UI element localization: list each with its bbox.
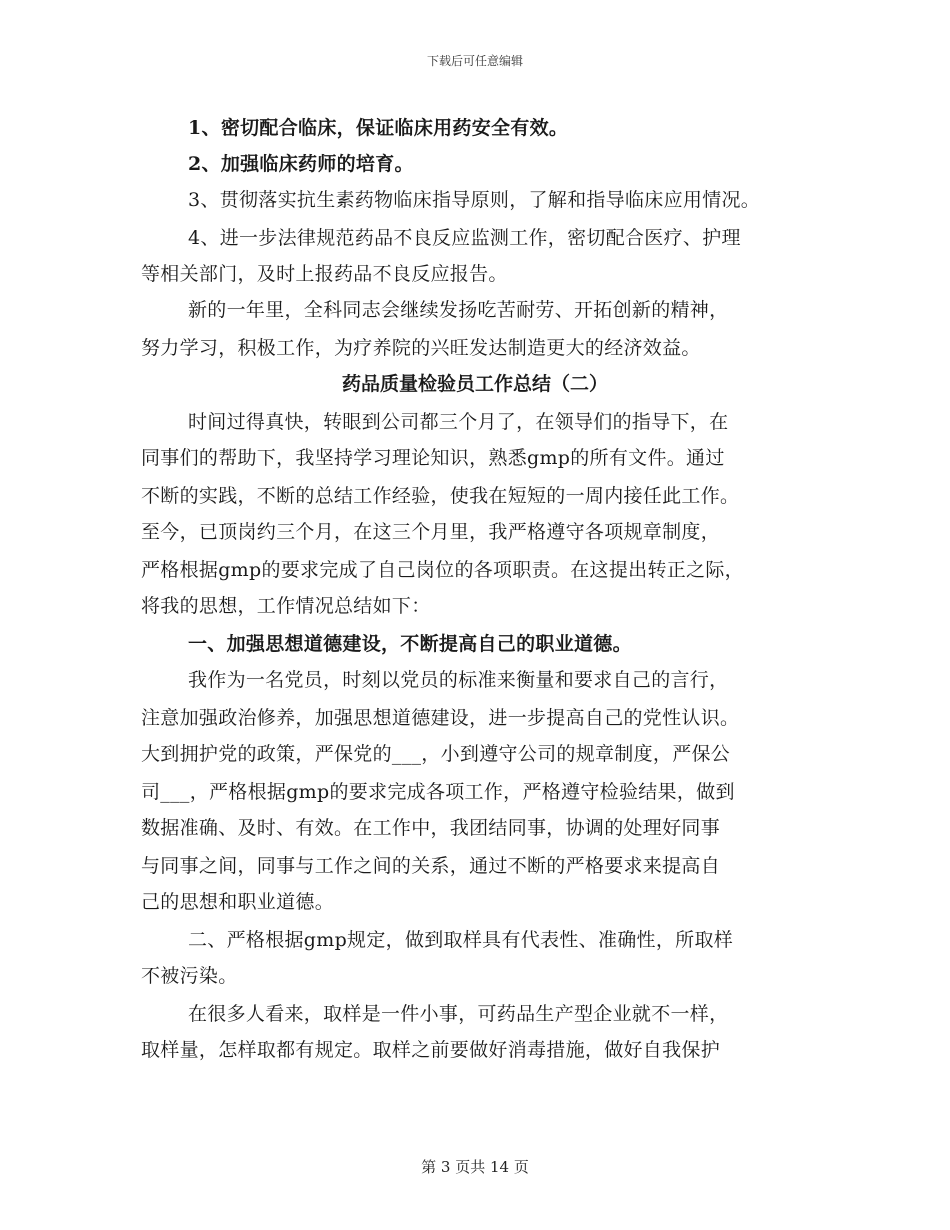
paragraph-line: 大到拥护党的政策，严保党的___，小到遵守公司的规章制度，严保公 [141, 743, 731, 765]
subsection-heading-1: 一、加强思想道德建设，不断提高自己的职业道德。 [188, 633, 632, 655]
paragraph-line: 同事们的帮助下，我坚持学习理论知识，熟悉gmp的所有文件。通过 [141, 447, 725, 469]
paragraph-line: 与同事之间，同事与工作之间的关系，通过不断的严格要求来提高自 [141, 855, 721, 877]
paragraph-line: 在很多人看来，取样是一件小事，可药品生产型企业就不一样， [188, 1003, 729, 1025]
page-header-note: 下载后可任意编辑 [426, 54, 523, 68]
paragraph-line: 取样量，怎样取都有规定。取样之前要做好消毒措施，做好自我保护 [141, 1039, 721, 1061]
paragraph-line: 至今，已顶岗约三个月，在这三个月里，我严格遵守各项规章制度， [141, 521, 721, 543]
section-title: 药品质量检验员工作总结（二） [341, 373, 608, 395]
list-item-3: 3、贯彻落实抗生素药物临床指导原则，了解和指导临床应用情况。 [188, 189, 761, 211]
paragraph-line: 注意加强政治修养，加强思想道德建设，进一步提高自己的党性认识。 [141, 707, 740, 729]
paragraph-line: 己的思想和职业道德。 [141, 891, 335, 913]
list-item-2: 2、加强临床药师的培育。 [188, 153, 414, 175]
paragraph-line: 新的一年里，全科同志会继续发扬吃苦耐劳、开拓创新的精神， [188, 299, 729, 321]
paragraph-line: 严格根据gmp的要求完成了自己岗位的各项职责。在这提出转正之际， [141, 559, 744, 581]
paragraph-line: 我作为一名党员，时刻以党员的标准来衡量和要求自己的言行， [188, 669, 729, 691]
list-item-1: 1、密切配合临床，保证临床用药安全有效。 [188, 117, 569, 139]
subsection-heading-2: 二、严格根据gmp规定，做到取样具有代表性、准确性，所取样 [188, 929, 734, 951]
page-number: 第 3 页共 14 页 [421, 1158, 529, 1176]
list-item-4: 4、进一步法律规范药品不良反应监测工作，密切配合医疗、护理 [188, 227, 741, 249]
paragraph-line: 时间过得真快，转眼到公司都三个月了，在领导们的指导下，在 [188, 411, 729, 433]
paragraph-line: 努力学习，积极工作，为疗养院的兴旺发达制造更大的经济效益。 [141, 337, 701, 359]
paragraph-line: 司___，严格根据gmp的要求完成各项工作，严格遵守检验结果，做到 [141, 781, 735, 803]
paragraph-line: 数据准确、及时、有效。在工作中，我团结同事，协调的处理好同事 [141, 817, 721, 839]
list-item-4-cont: 等相关部门，及时上报药品不良反应报告。 [141, 263, 508, 285]
paragraph-line: 将我的思想，工作情况总结如下： [141, 595, 431, 617]
paragraph-line: 不断的实践，不断的总结工作经验，使我在短短的一周内接任此工作。 [141, 485, 740, 507]
paragraph-line: 不被污染。 [141, 965, 238, 987]
